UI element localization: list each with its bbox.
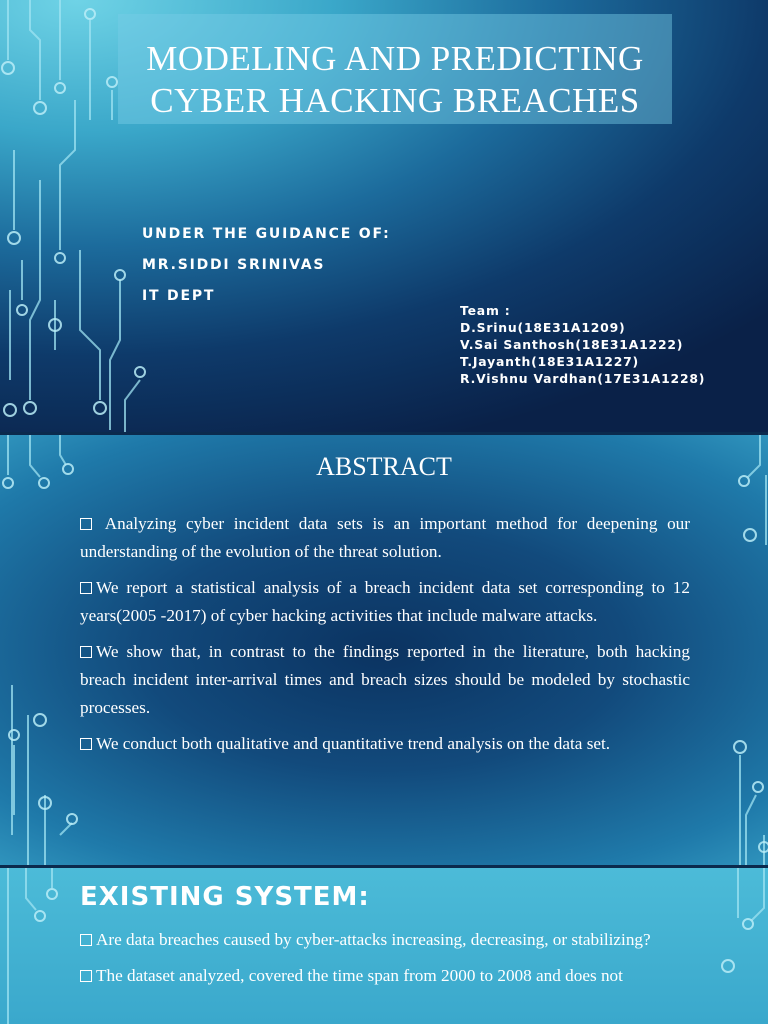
circuit-decoration-right (688, 868, 768, 1024)
bullet-item (80, 638, 690, 722)
bullet-item (80, 962, 690, 990)
checkbox-bullet-icon (80, 518, 92, 530)
checkbox-bullet-icon (80, 646, 92, 658)
team-member: V.Sai Santhosh(18E31A1222) (460, 337, 684, 352)
checkbox-bullet-icon (80, 582, 92, 594)
abstract-slide (0, 435, 768, 865)
team-member: D.Srinu(18E31A1209) (460, 320, 626, 335)
circuit-decoration-left (0, 868, 70, 1024)
team-label: Team : (460, 303, 511, 318)
bullet-item (80, 510, 690, 566)
abstract-bullets (80, 510, 690, 766)
department: IT DEPT (142, 288, 216, 304)
presentation-title (118, 38, 672, 122)
existing-system-title: EXISTING SYSTEM: (80, 882, 370, 912)
title-slide (0, 0, 768, 432)
title-line-2: CYBER HACKING BREACHES (150, 81, 640, 120)
existing-system-bullets (80, 926, 690, 998)
bullet-text: Are data breaches caused by cyber-attacks increasing, decreasing, or stabilizing? (96, 930, 651, 949)
existing-system-slide (0, 868, 768, 1024)
bullet-item (80, 574, 690, 630)
bullet-item (80, 730, 690, 758)
bullet-text: We show that, in contrast to the findings reported in the literature, both hacking breach incident inter-arrival times and breach sizes should be modeled by stochastic processes. (80, 642, 690, 717)
guidance-label: UNDER THE GUIDANCE OF: (142, 226, 391, 242)
title-line-1: MODELING AND PREDICTING (146, 39, 644, 78)
checkbox-bullet-icon (80, 934, 92, 946)
team-member: T.Jayanth(18E31A1227) (460, 354, 640, 369)
team-member: R.Vishnu Vardhan(17E31A1228) (460, 371, 706, 386)
guide-name: MR.SIDDI SRINIVAS (142, 257, 326, 273)
checkbox-bullet-icon (80, 970, 92, 982)
bullet-item (80, 926, 690, 954)
bullet-text: We report a statistical analysis of a breach incident data set corresponding to 12 years(2005 -2017) of cyber hacking activities that include malware attacks. (80, 578, 690, 625)
checkbox-bullet-icon (80, 738, 92, 750)
circuit-decoration-right (688, 435, 768, 865)
team-list (460, 302, 705, 387)
bullet-text: Analyzing cyber incident data sets is an important method for deepening our understanding of the evolution of the threat solution. (80, 514, 690, 561)
bullet-text: We conduct both qualitative and quantitative trend analysis on the data set. (96, 734, 611, 753)
bullet-text: The dataset analyzed, covered the time span from 2000 to 2008 and does not (96, 966, 623, 985)
circuit-decoration-left (0, 435, 90, 865)
abstract-title: ABSTRACT (316, 452, 452, 481)
